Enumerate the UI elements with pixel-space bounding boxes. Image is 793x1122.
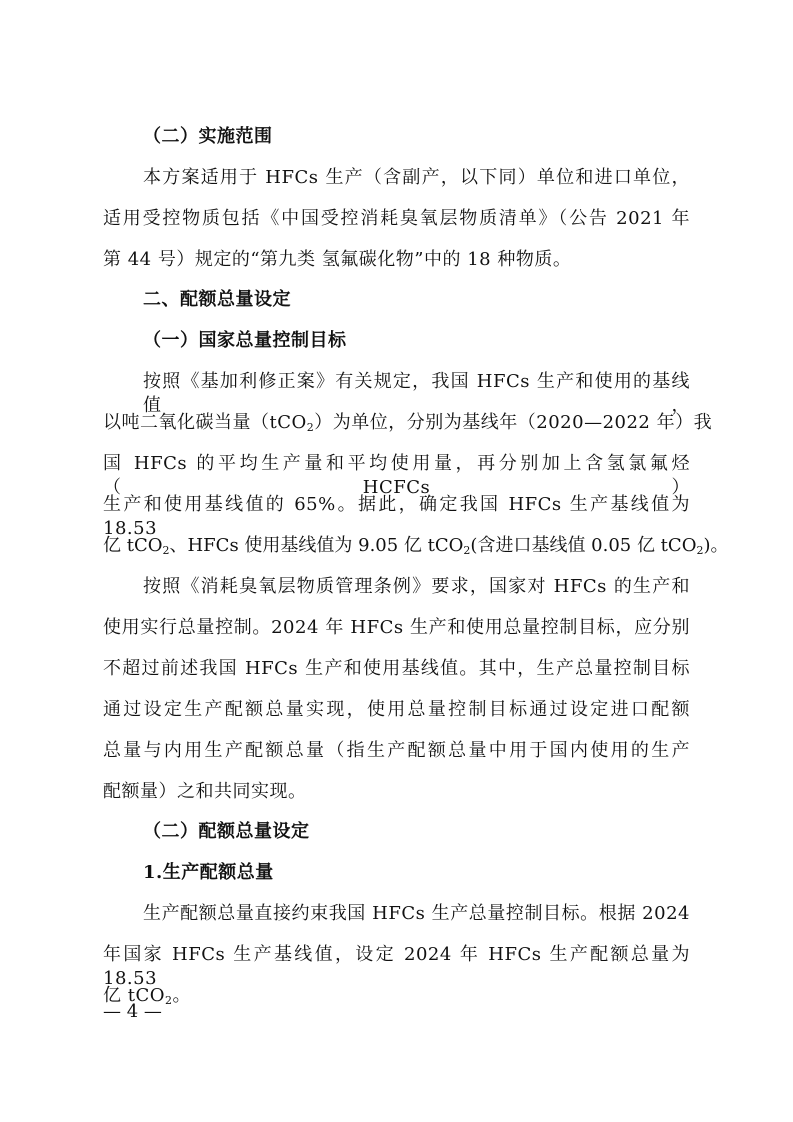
target-p1-line-4: 生产和使用基线值的 65%。据此，确定我国 HFCs 生产基线值为 18.53 — [103, 494, 690, 539]
target-p1-line-3: 国 HFCs 的平均生产量和平均使用量，再分别加上含氢氯氟烃（HCFCs） — [103, 453, 690, 498]
target-p2-line-4: 通过设定生产配额总量实现，使用总量控制目标通过设定进口配额 — [103, 699, 690, 720]
heading-quota-total: （二）配额总量设定 — [143, 821, 310, 842]
target-p2-line-6: 配额量）之和共同实现。 — [103, 781, 307, 802]
production-line-1: 生产配额总量直接约束我国 HFCs 生产总量控制目标。根据 2024 — [143, 903, 690, 924]
target-p2-line-2: 使用实行总量控制。2024 年 HFCs 生产和使用总量控制目标，应分别 — [103, 617, 690, 638]
target-p2-line-3: 不超过前述我国 HFCs 生产和使用基线值。其中，生产总量控制目标 — [103, 658, 690, 679]
target-p2-line-5: 总量与内用生产配额总量（指生产配额总量中用于国内使用的生产 — [103, 740, 690, 761]
target-p1-line-2: 以吨二氧化碳当量（tCO$_2$）为单位，分别为基线年（2020—2022 年）我 — [103, 412, 713, 434]
page-number: — 4 — — [103, 1001, 162, 1022]
scope-line-1: 本方案适用于 HFCs 生产（含副产，以下同）单位和进口单位， — [143, 167, 690, 188]
heading-national-target: （一）国家总量控制目标 — [143, 330, 347, 351]
scope-line-2: 适用受控物质包括《中国受控消耗臭氧层物质清单》（公告 2021 年 — [103, 208, 690, 229]
production-line-3: 亿 tCO$_2$。 — [103, 985, 191, 1007]
scope-line-3: 第 44 号）规定的“第九类 氢氟碳化物”中的 18 种物质。 — [103, 249, 572, 270]
heading-scope: （二）实施范围 — [143, 126, 273, 147]
heading-production-quota: 1.生产配额总量 — [143, 862, 274, 883]
heading-quota-setting: 二、配额总量设定 — [143, 289, 291, 310]
target-p2-line-1: 按照《消耗臭氧层物质管理条例》要求，国家对 HFCs 的生产和 — [143, 576, 690, 597]
target-p1-line-1: 按照《基加利修正案》有关规定，我国 HFCs 生产和使用的基线值， — [143, 371, 690, 416]
target-p1-line-5: 亿 tCO$_2$、HFCs 使用基线值为 9.05 亿 tCO$_2$(含进口基线值 0.05 亿 tCO$_2$)。 — [103, 535, 729, 557]
production-line-2: 年国家 HFCs 生产基线值，设定 2024 年 HFCs 生产配额总量为 18.53 — [103, 944, 690, 989]
